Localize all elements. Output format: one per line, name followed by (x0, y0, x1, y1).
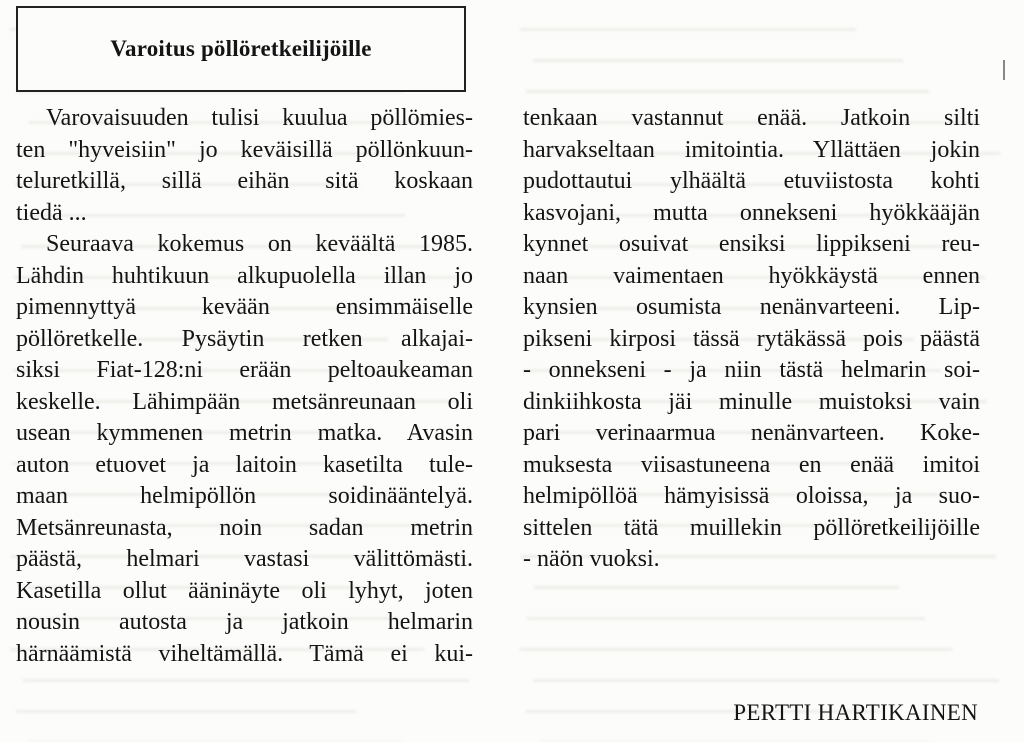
text-line: ten "hyveisiin" jo keväisillä pöllönkuun- (16, 136, 473, 163)
text-line: tiedä ... (16, 199, 87, 226)
text-line: pöllöretkelle. Pysäytin retken alkajai- (16, 325, 473, 352)
text-line: kynsien osumista nenänvarteeni. Lip- (523, 294, 980, 320)
text-line: härnäämistä viheltämällä. Tämä ei kui- (16, 640, 473, 667)
bleed-through-line (520, 0, 856, 31)
text-line: pimennyttyä kevään ensimmäiselle (16, 294, 473, 320)
text-line: naan vaimentaen hyökkäystä ennen (523, 262, 980, 289)
text-line: - onnekseni - ja niin tästä helmarin soi- (523, 357, 980, 383)
bleed-through-line (527, 589, 925, 620)
article-title-box (16, 6, 466, 92)
article-title: Varoitus pöllöretkeilijöille (110, 36, 372, 61)
text-line: pudottautui ylhäältä etuviistosta kohti (523, 168, 980, 194)
text-line: nousin autosta ja jatkoin helmarin (16, 609, 473, 635)
bleed-through-line (533, 651, 999, 682)
author-signature: PERTTI HARTIKAINEN (733, 700, 978, 725)
text-line: teluretkillä, sillä eihän sitä koskaan (16, 168, 473, 194)
text-line: usean kymmenen metrin matka. Avasin (16, 420, 473, 446)
article-column-right (523, 103, 980, 576)
bleed-through-line (16, 682, 356, 713)
text-line: Varovaisuuden tulisi kuulua pöllömies- (46, 105, 473, 131)
margin-mark (1003, 60, 1005, 80)
bleed-through-line (29, 713, 402, 742)
bleed-through-line (526, 62, 929, 93)
text-line: muksesta viisastuneena en enää imitoi (523, 451, 980, 478)
text-line: - näön vuoksi. (523, 546, 660, 572)
text-line: kynnet osuivat ensiksi lippikseni reu- (523, 231, 980, 257)
text-line: pari verinaarmua nenänvarteen. Koke- (523, 420, 980, 446)
text-line: kasvojani, mutta onnekseni hyökkääjän (523, 199, 980, 226)
text-line: keskelle. Lähimpään metsänreunaan oli (16, 388, 473, 415)
text-line: helmipöllöä hämyisissä oloissa, ja suo- (523, 483, 980, 509)
text-line: Kasetilla ollut ääninäyte oli lyhyt, joten (16, 577, 473, 604)
text-line: dinkiihkosta jäi minulle muistoksi vain (523, 388, 980, 415)
text-line: harvakseltaan imitointia. Yllättäen jokin (523, 136, 980, 163)
text-line: tenkaan vastannut enää. Jatkoin silti (523, 105, 980, 131)
text-line: Lähdin huhtikuun alkupuolella illan jo (16, 262, 473, 289)
text-line: Metsänreunasta, noin sadan metrin (16, 514, 473, 541)
text-line: siksi Fiat-128:ni erään peltoaukeaman (16, 357, 473, 383)
text-line: sittelen tätä muillekin pöllöretkeilijöille (523, 514, 980, 541)
text-line: päästä, helmari vastasi välittömästi. (16, 546, 473, 572)
text-line: maan helmipöllön soidinääntelyä. (16, 483, 473, 509)
text-line: Seuraava kokemus on keväältä 1985. (46, 231, 473, 257)
text-line: pikseni kirposi tässä rytäkässä pois päästä (523, 325, 980, 352)
bleed-through-line (520, 620, 952, 651)
article-column-left (16, 103, 473, 670)
text-line: auton etuovet ja laitoin kasetilta tule- (16, 451, 473, 478)
bleed-through-line (533, 31, 903, 62)
